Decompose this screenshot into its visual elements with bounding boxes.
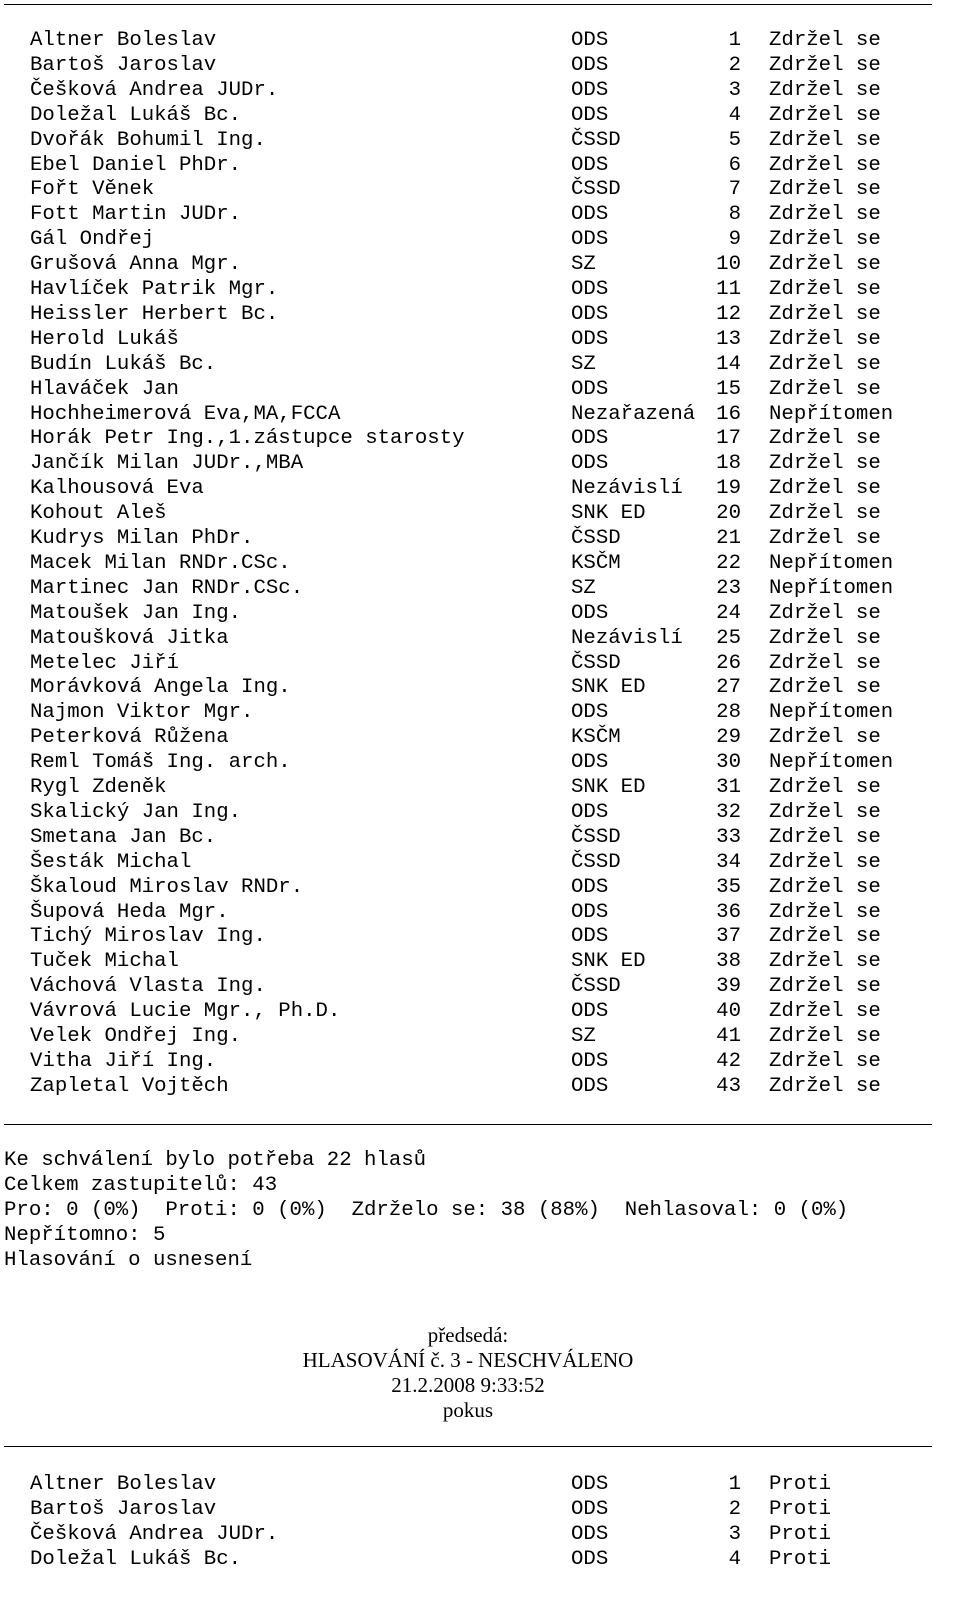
- member-vote: Zdržel se: [769, 1000, 881, 1024]
- member-party: ODS: [571, 1497, 609, 1521]
- table-row: [0, 53, 960, 78]
- member-number: 1: [728, 1473, 741, 1496]
- member-number: 33: [716, 825, 741, 849]
- table-row: [0, 551, 960, 576]
- member-number: 26: [716, 651, 741, 675]
- member-vote: Zdržel se: [769, 651, 881, 675]
- member-number: 28: [716, 701, 741, 725]
- table-row: [0, 377, 960, 402]
- member-party: ODS: [571, 875, 609, 899]
- member-number: 4: [728, 103, 741, 127]
- member-name: Bartoš Jaroslav: [30, 53, 217, 77]
- member-number: 17: [716, 427, 741, 451]
- table-row: [0, 202, 960, 227]
- member-name: Vávrová Lucie Mgr., Ph.D.: [30, 1000, 341, 1024]
- table-row: [0, 651, 960, 676]
- member-vote: Zdržel se: [769, 327, 881, 351]
- member-party: SNK ED: [571, 950, 646, 974]
- member-vote: Zdržel se: [769, 900, 881, 924]
- table-row: [0, 28, 960, 53]
- member-number: 16: [716, 402, 741, 426]
- member-name: Altner Boleslav: [30, 1473, 217, 1496]
- member-party: ODS: [571, 302, 609, 326]
- member-vote: Zdržel se: [769, 178, 881, 202]
- member-vote: Zdržel se: [769, 1074, 881, 1098]
- table-row: [0, 327, 960, 352]
- member-name: Budín Lukáš Bc.: [30, 352, 217, 376]
- member-number: 5: [728, 128, 741, 152]
- table-row: [0, 451, 960, 476]
- member-party: ODS: [571, 53, 609, 77]
- member-number: 11: [716, 278, 741, 301]
- table-row: [0, 924, 960, 949]
- member-vote: Zdržel se: [769, 925, 881, 949]
- middle-rule: [4, 1124, 932, 1125]
- member-name: Kalhousová Eva: [30, 477, 204, 501]
- member-number: 18: [716, 452, 741, 476]
- member-party: ODS: [571, 601, 609, 625]
- member-vote: Zdržel se: [769, 29, 881, 52]
- table-row: [0, 750, 960, 775]
- member-vote: Zdržel se: [769, 776, 881, 799]
- table-row: [0, 900, 960, 925]
- member-number: 15: [716, 377, 741, 401]
- member-number: 31: [716, 776, 741, 799]
- member-number: 4: [728, 1547, 741, 1571]
- member-name: Havlíček Patrik Mgr.: [30, 278, 279, 301]
- member-name: Skalický Jan Ing.: [30, 800, 242, 824]
- member-vote: Nepřítomen: [769, 551, 894, 575]
- member-number: 19: [716, 477, 741, 501]
- member-number: 6: [728, 153, 741, 177]
- member-vote: Zdržel se: [769, 53, 881, 77]
- member-name: Rygl Zdeněk: [30, 776, 167, 799]
- member-party: ODS: [571, 452, 609, 476]
- member-name: Jančík Milan JUDr.,MBA: [30, 452, 304, 476]
- member-party: ODS: [571, 1522, 609, 1546]
- member-vote: Zdržel se: [769, 601, 881, 625]
- member-name: Metelec Jiří: [30, 651, 179, 675]
- member-vote: Zdržel se: [769, 78, 881, 102]
- member-party: ČSSD: [571, 128, 621, 152]
- member-vote: Zdržel se: [769, 103, 881, 127]
- member-number: 42: [716, 1049, 741, 1073]
- summary-total: Celkem zastupitelů: 43: [4, 1174, 278, 1197]
- table-row: [0, 601, 960, 626]
- table-row: [0, 1472, 960, 1497]
- member-name: Šesták Michal: [30, 850, 192, 874]
- member-name: Martinec Jan RNDr.CSc.: [30, 576, 304, 600]
- table-row: [0, 875, 960, 900]
- member-name: Fott Martin JUDr.: [30, 203, 242, 227]
- member-party: ČSSD: [571, 178, 621, 202]
- member-number: 2: [728, 53, 741, 77]
- member-number: 43: [716, 1074, 741, 1098]
- member-name: Smetana Jan Bc.: [30, 825, 217, 849]
- table-row: [0, 153, 960, 178]
- table-row: [0, 700, 960, 725]
- member-vote: Zdržel se: [769, 527, 881, 550]
- member-number: 7: [728, 178, 741, 202]
- table-row: [0, 800, 960, 825]
- member-party: ODS: [571, 1074, 609, 1098]
- member-name: Peterková Růžena: [30, 726, 229, 750]
- member-number: 24: [716, 601, 741, 625]
- member-vote: Zdržel se: [769, 800, 881, 824]
- member-party: SZ: [571, 253, 596, 277]
- member-vote: Zdržel se: [769, 975, 881, 999]
- member-vote: Zdržel se: [769, 825, 881, 849]
- table-row: [0, 1074, 960, 1099]
- vote-note: pokus: [442, 1398, 494, 1422]
- member-vote: Zdržel se: [769, 228, 881, 252]
- table-row: [0, 78, 960, 103]
- member-name: Zapletal Vojtěch: [30, 1074, 229, 1098]
- member-name: Doležal Lukáš Bc.: [30, 1547, 242, 1571]
- member-vote: Proti: [769, 1522, 832, 1546]
- member-vote: Zdržel se: [769, 626, 881, 650]
- member-party: ODS: [571, 327, 609, 351]
- member-party: ODS: [571, 800, 609, 824]
- member-number: 8: [728, 203, 741, 227]
- member-number: 3: [728, 1522, 741, 1546]
- member-vote: Zdržel se: [769, 850, 881, 874]
- member-party: ODS: [571, 1000, 609, 1024]
- table-row: [0, 626, 960, 651]
- member-number: 20: [716, 502, 741, 526]
- table-row: [0, 277, 960, 302]
- member-party: Nezařazená: [571, 402, 696, 426]
- member-party: ČSSD: [571, 527, 621, 550]
- vote-title: HLASOVÁNÍ č. 3 - NESCHVÁLENO: [302, 1348, 634, 1372]
- member-number: 39: [716, 975, 741, 999]
- member-number: 32: [716, 800, 741, 824]
- member-party: ČSSD: [571, 975, 621, 999]
- table-row: [0, 526, 960, 551]
- member-number: 13: [716, 327, 741, 351]
- table-row: [0, 1497, 960, 1522]
- member-vote: Zdržel se: [769, 950, 881, 974]
- summary-absent: Nepřítomno: 5: [4, 1224, 166, 1247]
- member-party: KSČM: [571, 726, 621, 750]
- table-row: [0, 1522, 960, 1547]
- member-party: SZ: [571, 352, 596, 376]
- member-number: 2: [728, 1497, 741, 1521]
- summary-needed: Ke schválení bylo potřeba 22 hlasů: [4, 1149, 427, 1172]
- top-rule: [4, 4, 932, 5]
- member-party: ODS: [571, 377, 609, 401]
- member-vote: Zdržel se: [769, 253, 881, 277]
- member-number: 27: [716, 676, 741, 700]
- member-number: 21: [716, 527, 741, 550]
- member-vote: Nepřítomen: [769, 751, 894, 775]
- member-name: Tichý Miroslav Ing.: [30, 925, 266, 949]
- member-number: 25: [716, 626, 741, 650]
- member-party: ODS: [571, 153, 609, 177]
- member-party: ODS: [571, 1473, 609, 1496]
- member-number: 12: [716, 302, 741, 326]
- member-vote: Zdržel se: [769, 726, 881, 750]
- member-vote: Zdržel se: [769, 427, 881, 451]
- vote-datetime: 21.2.2008 9:33:52: [391, 1373, 545, 1397]
- member-name: Velek Ondřej Ing.: [30, 1025, 242, 1048]
- member-vote: Nepřítomen: [769, 701, 894, 725]
- table-row: [0, 476, 960, 501]
- member-party: SZ: [571, 576, 596, 600]
- member-party: ODS: [571, 900, 609, 924]
- member-party: ODS: [571, 29, 609, 52]
- member-name: Šupová Heda Mgr.: [30, 900, 229, 924]
- table-row: [0, 426, 960, 451]
- table-row: [0, 576, 960, 601]
- table-row: [0, 177, 960, 202]
- member-name: Matoušek Jan Ing.: [30, 601, 242, 625]
- member-name: Fořt Věnek: [30, 178, 155, 202]
- member-party: ODS: [571, 701, 609, 725]
- member-number: 30: [716, 751, 741, 775]
- member-vote: Zdržel se: [769, 128, 881, 152]
- member-party: SNK ED: [571, 776, 646, 799]
- member-name: Tuček Michal: [30, 950, 179, 974]
- member-vote: Zdržel se: [769, 203, 881, 227]
- member-party: ODS: [571, 427, 609, 451]
- member-vote: Zdržel se: [769, 502, 881, 526]
- member-vote: Nepřítomen: [769, 402, 894, 426]
- member-number: 1: [728, 29, 741, 52]
- member-name: Grušová Anna Mgr.: [30, 253, 242, 277]
- member-party: ČSSD: [571, 825, 621, 849]
- chair-label: předsedá:: [427, 1323, 509, 1347]
- table-row: [0, 1547, 960, 1572]
- table-row: [0, 999, 960, 1024]
- member-name: Češková Andrea JUDr.: [30, 78, 279, 102]
- member-party: SNK ED: [571, 502, 646, 526]
- member-vote: Proti: [769, 1473, 832, 1496]
- member-name: Gál Ondřej: [30, 228, 155, 252]
- member-name: Váchová Vlasta Ing.: [30, 975, 266, 999]
- member-vote: Zdržel se: [769, 352, 881, 376]
- summary-type: Hlasování o usnesení: [4, 1249, 253, 1272]
- table-row: [0, 501, 960, 526]
- member-name: Kohout Aleš: [30, 502, 167, 526]
- table-row: [0, 775, 960, 800]
- table-row: [0, 252, 960, 277]
- member-party: Nezávislí: [571, 477, 683, 501]
- table-row: [0, 850, 960, 875]
- member-party: KSČM: [571, 551, 621, 575]
- member-number: 10: [716, 253, 741, 277]
- member-vote: Proti: [769, 1547, 832, 1571]
- member-name: Reml Tomáš Ing. arch.: [30, 751, 291, 775]
- member-number: 38: [716, 950, 741, 974]
- member-vote: Zdržel se: [769, 1025, 881, 1048]
- member-name: Matoušková Jitka: [30, 626, 229, 650]
- table-row: [0, 949, 960, 974]
- member-party: ODS: [571, 1547, 609, 1571]
- member-name: Vitha Jiří Ing.: [30, 1049, 217, 1073]
- table-row: [0, 128, 960, 153]
- member-party: ODS: [571, 103, 609, 127]
- member-number: 23: [716, 576, 741, 600]
- member-party: ODS: [571, 925, 609, 949]
- member-name: Hochheimerová Eva,MA,FCCA: [30, 402, 341, 426]
- member-vote: Zdržel se: [769, 676, 881, 700]
- member-number: 9: [728, 228, 741, 252]
- member-name: Altner Boleslav: [30, 29, 217, 52]
- member-name: Bartoš Jaroslav: [30, 1497, 217, 1521]
- member-name: Macek Milan RNDr.CSc.: [30, 551, 291, 575]
- table-row: [0, 227, 960, 252]
- member-name: Češková Andrea JUDr.: [30, 1522, 279, 1546]
- member-vote: Zdržel se: [769, 477, 881, 501]
- member-number: 40: [716, 1000, 741, 1024]
- member-name: Doležal Lukáš Bc.: [30, 103, 242, 127]
- table-row: [0, 675, 960, 700]
- table-row: [0, 302, 960, 327]
- table-row: [0, 1049, 960, 1074]
- table-row: [0, 725, 960, 750]
- member-vote: Zdržel se: [769, 153, 881, 177]
- summary-results: Pro: 0 (0%) Proti: 0 (0%) Zdrželo se: 38 (88%) Nehlasoval: 0 (0%): [4, 1199, 849, 1222]
- member-name: Dvořák Bohumil Ing.: [30, 128, 266, 152]
- member-party: ČSSD: [571, 651, 621, 675]
- member-number: 14: [716, 352, 741, 376]
- table-row: [0, 825, 960, 850]
- member-number: 34: [716, 850, 741, 874]
- member-vote: Zdržel se: [769, 452, 881, 476]
- member-number: 37: [716, 925, 741, 949]
- member-name: Morávková Angela Ing.: [30, 676, 291, 700]
- member-vote: Zdržel se: [769, 1049, 881, 1073]
- member-party: ODS: [571, 78, 609, 102]
- section2-rule: [4, 1446, 932, 1447]
- table-row: [0, 402, 960, 427]
- member-party: ODS: [571, 228, 609, 252]
- member-number: 35: [716, 875, 741, 899]
- member-vote: Zdržel se: [769, 875, 881, 899]
- member-name: Škaloud Miroslav RNDr.: [30, 875, 304, 899]
- member-name: Kudrys Milan PhDr.: [30, 527, 254, 550]
- member-party: ODS: [571, 751, 609, 775]
- table-row: [0, 974, 960, 999]
- member-number: 36: [716, 900, 741, 924]
- member-party: SZ: [571, 1025, 596, 1048]
- member-party: Nezávislí: [571, 626, 683, 650]
- member-party: SNK ED: [571, 676, 646, 700]
- member-name: Hlaváček Jan: [30, 377, 179, 401]
- member-number: 29: [716, 726, 741, 750]
- member-party: ODS: [571, 203, 609, 227]
- table-row: [0, 352, 960, 377]
- member-number: 22: [716, 551, 741, 575]
- member-name: Herold Lukáš: [30, 327, 179, 351]
- member-name: Ebel Daniel PhDr.: [30, 153, 242, 177]
- member-number: 3: [728, 78, 741, 102]
- member-party: ODS: [571, 1049, 609, 1073]
- member-vote: Proti: [769, 1497, 832, 1521]
- member-party: ODS: [571, 278, 609, 301]
- member-vote: Zdržel se: [769, 302, 881, 326]
- member-name: Horák Petr Ing.,1.zástupce starosty: [30, 427, 465, 451]
- member-party: ČSSD: [571, 850, 621, 874]
- member-vote: Zdržel se: [769, 377, 881, 401]
- member-name: Heissler Herbert Bc.: [30, 302, 279, 326]
- member-name: Najmon Viktor Mgr.: [30, 701, 254, 725]
- table-row: [0, 1024, 960, 1049]
- table-row: [0, 103, 960, 128]
- member-vote: Zdržel se: [769, 278, 881, 301]
- member-number: 41: [716, 1025, 741, 1048]
- member-vote: Nepřítomen: [769, 576, 894, 600]
